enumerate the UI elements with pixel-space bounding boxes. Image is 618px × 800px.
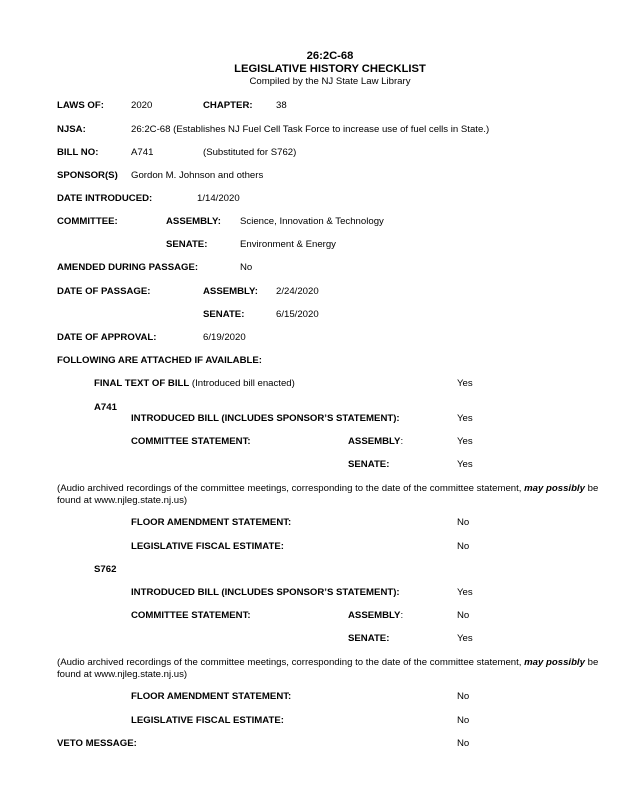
laws-of-label: LAWS OF:	[57, 100, 104, 111]
njsa-label: NJSA:	[57, 124, 86, 135]
bill-no-label: BILL NO:	[57, 147, 99, 158]
s762-committee-label: COMMITTEE STATEMENT:	[131, 610, 251, 621]
final-text-row	[94, 378, 295, 390]
date-introduced-value: 1/14/2020	[197, 193, 240, 204]
a741-floor-value: No	[457, 517, 470, 528]
committee-assembly-value: Science, Innovation & Technology	[240, 216, 384, 227]
s762-assembly-value: No	[457, 610, 470, 621]
s762-assembly-label: ASSEMBLY	[348, 610, 401, 621]
passage-senate-value: 6/15/2020	[276, 309, 319, 320]
passage-senate-label: SENATE:	[203, 309, 245, 320]
s762-fiscal-value: No	[457, 715, 470, 726]
s762-label: S762	[94, 564, 117, 575]
sponsor-value: Gordon M. Johnson and others	[131, 170, 264, 181]
date-of-passage-label: DATE OF PASSAGE:	[57, 286, 151, 297]
s762-introduced-label: INTRODUCED BILL (INCLUDES SPONSOR’S STATEMENT):	[131, 587, 400, 598]
a741-audio-note-prefix: (Audio archived recordings of the committee meetings, corresponding to the date of the committee statement,	[57, 483, 525, 494]
s762-assembly-colon: :	[400, 610, 404, 621]
final-text-note: (Introduced bill enacted)	[191, 378, 295, 389]
a741-committee-label: COMMITTEE STATEMENT:	[131, 436, 251, 447]
a741-assembly-value: Yes	[457, 436, 473, 447]
committee-senate-value: Environment & Energy	[240, 239, 336, 250]
s762-senate-label: SENATE:	[348, 633, 390, 644]
final-text-label: FINAL TEXT OF BILL	[94, 378, 190, 389]
date-introduced-label: DATE INTRODUCED:	[57, 193, 153, 204]
a741-label: A741	[94, 402, 117, 413]
a741-assembly-row	[348, 436, 403, 448]
a741-senate-label: SENATE:	[348, 459, 390, 470]
s762-floor-label: FLOOR AMENDMENT STATEMENT:	[131, 691, 292, 702]
a741-floor-label: FLOOR AMENDMENT STATEMENT:	[131, 517, 292, 528]
passage-assembly-label: ASSEMBLY:	[203, 286, 258, 297]
a741-fiscal-label: LEGISLATIVE FISCAL ESTIMATE:	[131, 541, 284, 552]
a741-assembly-colon: :	[400, 436, 404, 447]
laws-of-value: 2020	[131, 100, 153, 111]
s762-audio-note	[57, 657, 602, 681]
a741-audio-note-suffix: be found at www.njleg.state.nj.us)	[57, 483, 599, 506]
amended-value: No	[240, 262, 253, 273]
bill-substituted-note: (Substituted for S762)	[203, 147, 297, 158]
s762-audio-note-suffix: be found at www.njleg.state.nj.us)	[57, 657, 599, 680]
s762-assembly-row	[348, 610, 403, 622]
statute-number: 26:2C-68	[306, 50, 354, 62]
attached-heading: FOLLOWING ARE ATTACHED IF AVAILABLE:	[57, 355, 262, 366]
chapter-value: 38	[276, 100, 287, 111]
page-title: LEGISLATIVE HISTORY CHECKLIST	[234, 63, 426, 75]
compiled-by: Compiled by the NJ State Law Library	[249, 76, 411, 87]
s762-audio-note-prefix: (Audio archived recordings of the committee meetings, corresponding to the date of the committee statement,	[57, 657, 525, 668]
passage-assembly-value: 2/24/2020	[276, 286, 319, 297]
a741-introduced-value: Yes	[457, 413, 473, 424]
committee-label: COMMITTEE:	[57, 216, 118, 227]
a741-senate-value: Yes	[457, 459, 473, 470]
a741-introduced-label: INTRODUCED BILL (INCLUDES SPONSOR’S STATEMENT):	[131, 413, 400, 424]
committee-senate-label: SENATE:	[166, 239, 208, 250]
a741-fiscal-value: No	[457, 541, 470, 552]
final-text-value: Yes	[457, 378, 473, 389]
amended-label: AMENDED DURING PASSAGE:	[57, 262, 199, 273]
s762-audio-note-emphasis: may possibly	[524, 657, 585, 668]
a741-audio-note-emphasis: may possibly	[524, 483, 585, 494]
s762-fiscal-label: LEGISLATIVE FISCAL ESTIMATE:	[131, 715, 284, 726]
njsa-value: 26:2C-68 (Establishes NJ Fuel Cell Task Force to increase use of fuel cells in State.)	[131, 124, 490, 135]
a741-assembly-label: ASSEMBLY	[348, 436, 401, 447]
date-of-approval-value: 6/19/2020	[203, 332, 246, 343]
date-of-approval-label: DATE OF APPROVAL:	[57, 332, 157, 343]
a741-audio-note	[57, 483, 602, 507]
s762-introduced-value: Yes	[457, 587, 473, 598]
sponsor-label: SPONSOR(S)	[57, 170, 118, 181]
committee-assembly-label: ASSEMBLY:	[166, 216, 221, 227]
chapter-label: CHAPTER:	[203, 100, 253, 111]
veto-value: No	[457, 738, 470, 749]
s762-floor-value: No	[457, 691, 470, 702]
bill-no-value: A741	[131, 147, 154, 158]
s762-senate-value: Yes	[457, 633, 473, 644]
veto-label: VETO MESSAGE:	[57, 738, 137, 749]
